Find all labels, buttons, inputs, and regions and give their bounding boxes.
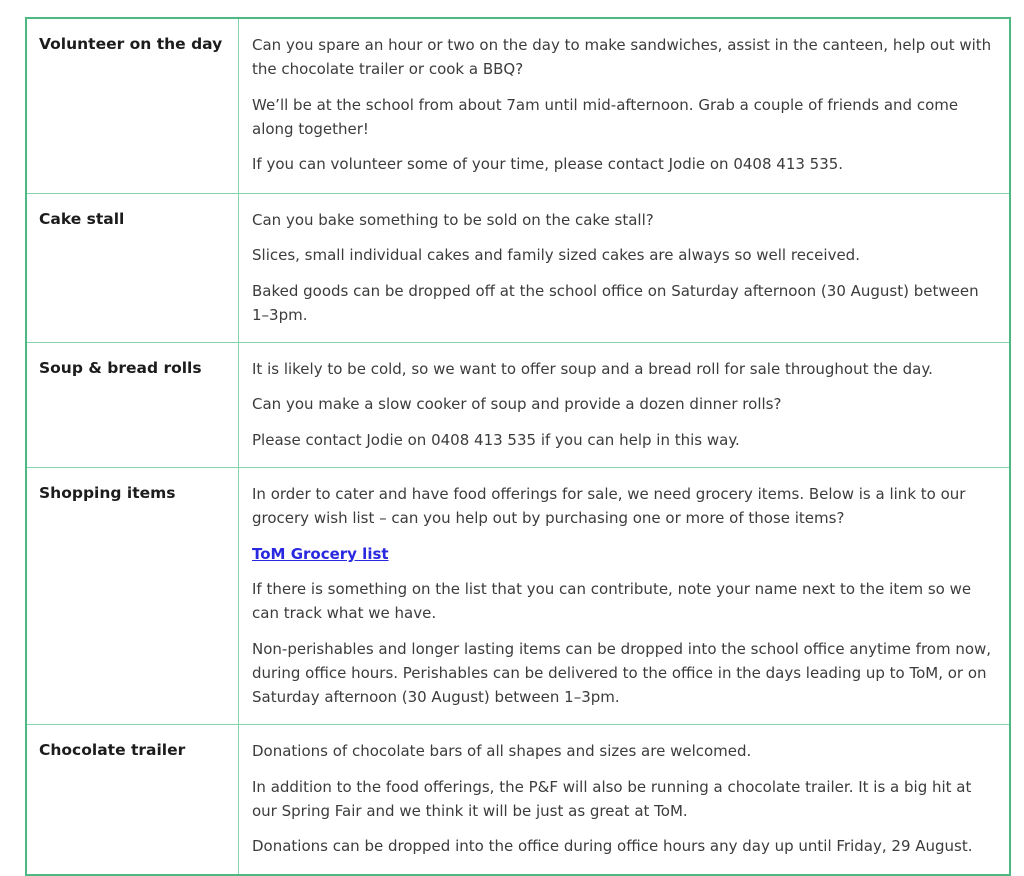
table-row-chocolate-trailer [27, 724, 1009, 873]
table-row-soup-bread-rolls [27, 342, 1009, 467]
row-header-volunteer: Volunteer on the day [39, 35, 223, 53]
paragraph: We’ll be at the school from about 7am until mid-afternoon. Grab a couple of friends and come along together! [252, 95, 959, 138]
paragraph: Non-perishables and longer lasting items can be dropped into the school office anytime from now, during office hours. Perishables can be delivered to the office in the days leading up to ToM, or on Saturday afternoon (30 August) between 1–3pm. [252, 639, 992, 707]
paragraph: In addition to the food offerings, the P&F will also be running a chocolate trailer. It is a big hit at our Spring Fair and we think it will be just as great at ToM. [252, 777, 972, 821]
table-row-volunteer [27, 19, 1009, 193]
paragraph: Please contact Jodie on 0408 413 535 if you can help in this way. [252, 430, 740, 449]
row-body-cell [239, 725, 1009, 873]
paragraph: If there is something on the list that you can contribute, note your name next to the item so we can track what we have. [252, 579, 972, 623]
row-header-cell [27, 343, 239, 467]
table-row-cake-stall [27, 193, 1009, 342]
paragraph: It is likely to be cold, so we want to offer soup and a bread roll for sale throughout the day. [252, 360, 933, 379]
row-header-cell [27, 194, 239, 342]
row-body-cell [239, 194, 1009, 342]
paragraph: In order to cater and have food offerings for sale, we need grocery items. Below is a link to our grocery wish list – can you help out by purchasing one or more of those items? [252, 485, 966, 528]
paragraph: If you can volunteer some of your time, please contact Jodie on 0408 413 535. [252, 155, 844, 174]
paragraph: Can you bake something to be sold on the cake stall? [252, 211, 654, 229]
paragraph: Baked goods can be dropped off at the school office on Saturday afternoon (30 August) between 1–3pm. [252, 281, 979, 324]
row-body-cell [239, 19, 1009, 193]
paragraph: Donations can be dropped into the office during office hours any day up until Friday, 29 August. [252, 837, 973, 856]
row-header-soup-bread-rolls: Soup & bread rolls [39, 359, 202, 378]
row-body-cell [239, 468, 1009, 724]
paragraph: Can you spare an hour or two on the day to make sandwiches, assist in the canteen, help out with the chocolate trailer or cook a BBQ? [252, 36, 992, 79]
paragraph: Donations of chocolate bars of all shapes and sizes are welcomed. [252, 742, 752, 761]
row-header-cell [27, 468, 239, 724]
row-header-cell [27, 19, 239, 193]
tom-grocery-list-link[interactable]: ToM Grocery list [252, 544, 389, 563]
row-header-chocolate-trailer: Chocolate trailer [39, 741, 186, 760]
row-body-cell [239, 343, 1009, 467]
paragraph: Can you make a slow cooker of soup and provide a dozen dinner rolls? [252, 395, 782, 414]
paragraph: Slices, small individual cakes and family sized cakes are always so well received. [252, 246, 860, 265]
paragraph [252, 542, 995, 566]
row-header-cake-stall: Cake stall [39, 210, 125, 228]
row-header-shopping-items: Shopping items [39, 484, 176, 503]
volunteer-info-table [25, 17, 1011, 876]
table-row-shopping-items [27, 467, 1009, 724]
row-header-cell [27, 725, 239, 873]
